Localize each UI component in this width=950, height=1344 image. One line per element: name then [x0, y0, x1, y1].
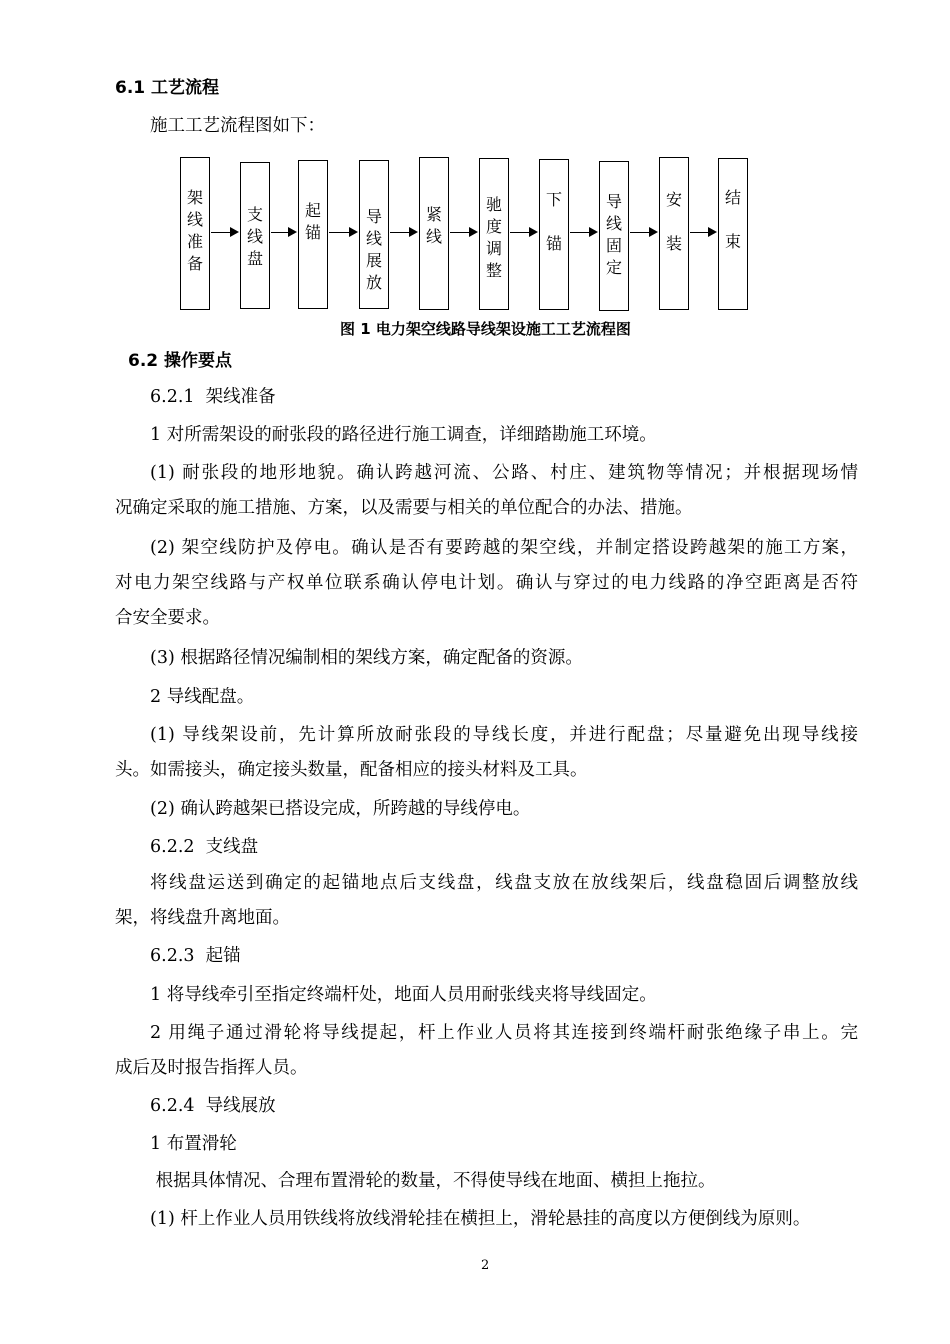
flow-arrow	[450, 232, 476, 233]
flow-step-label: 安 装	[665, 190, 682, 253]
body-line: 将线盘运送到确定的起锚地点后支线盘，线盘支放在放线架后，线盘稳固后调整放线	[150, 873, 858, 893]
body-line: 合安全要求。	[115, 608, 220, 628]
flow-arrow	[510, 232, 536, 233]
flow-step-box	[659, 157, 689, 310]
body-line: 6.2.4 导线展放	[150, 1096, 276, 1116]
flow-step-label: 支 线 盘	[246, 205, 263, 268]
flow-arrow	[570, 232, 596, 233]
flow-step-box	[419, 157, 449, 310]
flow-arrow	[211, 232, 237, 233]
page-number: 2	[481, 1258, 490, 1273]
body-line: 对电力架空线路与产权单位联系确认停电计划。确认与穿过的电力线路的净空距离是否符	[115, 573, 858, 593]
flow-step-label: 起 锚	[304, 201, 321, 242]
flow-step-box	[539, 159, 569, 310]
body-line: 架，将线盘升离地面。	[115, 908, 290, 928]
flow-arrow	[690, 232, 715, 233]
body-line: (1) 杆上作业人员用铁线将放线滑轮挂在横担上，滑轮悬挂的高度以方便倒线为原则。	[150, 1209, 811, 1229]
flow-step-box	[599, 161, 629, 311]
flow-arrow	[329, 232, 356, 233]
flow-step-label: 导 线 展 放	[365, 207, 382, 292]
body-line: 1 布置滑轮	[150, 1134, 237, 1154]
body-line: 2 用绳子通过滑轮将导线提起，杆上作业人员将其连接到终端杆耐张绝缘子串上。完	[150, 1023, 858, 1043]
section-6-2-heading: 6.2 操作要点	[128, 351, 233, 371]
flow-step-label: 结 束	[724, 188, 741, 251]
body-line: (2) 确认跨越架已搭设完成，所跨越的导线停电。	[150, 799, 531, 819]
body-line: (1) 导线架设前，先计算所放耐张段的导线长度，并进行配盘；尽量避免出现导线接	[150, 725, 858, 745]
body-line: 根据具体情况、合理布置滑轮的数量，不得使导线在地面、横担上拖拉。	[150, 1171, 716, 1191]
flow-arrow	[390, 232, 416, 233]
body-line: 6.2.1 架线准备	[150, 387, 276, 407]
flow-step-label: 下 锚	[545, 190, 562, 253]
body-line: 成后及时报告指挥人员。	[115, 1058, 308, 1078]
flow-step-box	[240, 162, 270, 309]
flow-step-label: 驰 度 调 整	[485, 195, 502, 280]
section-6-1-heading: 6.1 工艺流程	[115, 78, 220, 98]
body-line: 2 导线配盘。	[150, 687, 255, 707]
figure-caption: 图 1 电力架空线路导线架设施工工艺流程图	[340, 320, 631, 338]
body-line: (3) 根据路径情况编制相的架线方案，确定配备的资源。	[150, 648, 583, 668]
body-line: 1 对所需架设的耐张段的路径进行施工调查，详细踏勘施工环境。	[150, 425, 657, 445]
body-line: 1 将导线牵引至指定终端杆处，地面人员用耐张线夹将导线固定。	[150, 985, 657, 1005]
flow-arrow	[271, 232, 295, 233]
flow-step-label: 导 线 固 定	[605, 192, 622, 277]
flow-step-label: 架 线 准 备	[186, 188, 203, 273]
flow-step-box	[359, 160, 389, 309]
flow-arrow	[630, 232, 656, 233]
flow-step-label: 紧 线	[425, 205, 442, 246]
body-line: 6.2.3 起锚	[150, 946, 241, 966]
flow-step-box	[718, 158, 748, 310]
body-line: 况确定采取的施工措施、方案，以及需要与相关的单位配合的办法、措施。	[115, 498, 693, 518]
body-line: 头。如需接头，确定接头数量，配备相应的接头材料及工具。	[115, 760, 588, 780]
flow-step-box	[298, 160, 328, 309]
body-line: (2) 架空线防护及停电。确认是否有要跨越的架空线，并制定搭设跨越架的施工方案，	[150, 538, 858, 558]
body-line: 6.2.2 支线盘	[150, 837, 259, 857]
flow-step-box	[180, 157, 210, 310]
body-line: (1) 耐张段的地形地貌。确认跨越河流、公路、村庄、建筑物等情况；并根据现场情	[150, 463, 858, 483]
flow-step-box	[479, 158, 509, 310]
flow-intro: 施工工艺流程图如下：	[150, 116, 325, 136]
